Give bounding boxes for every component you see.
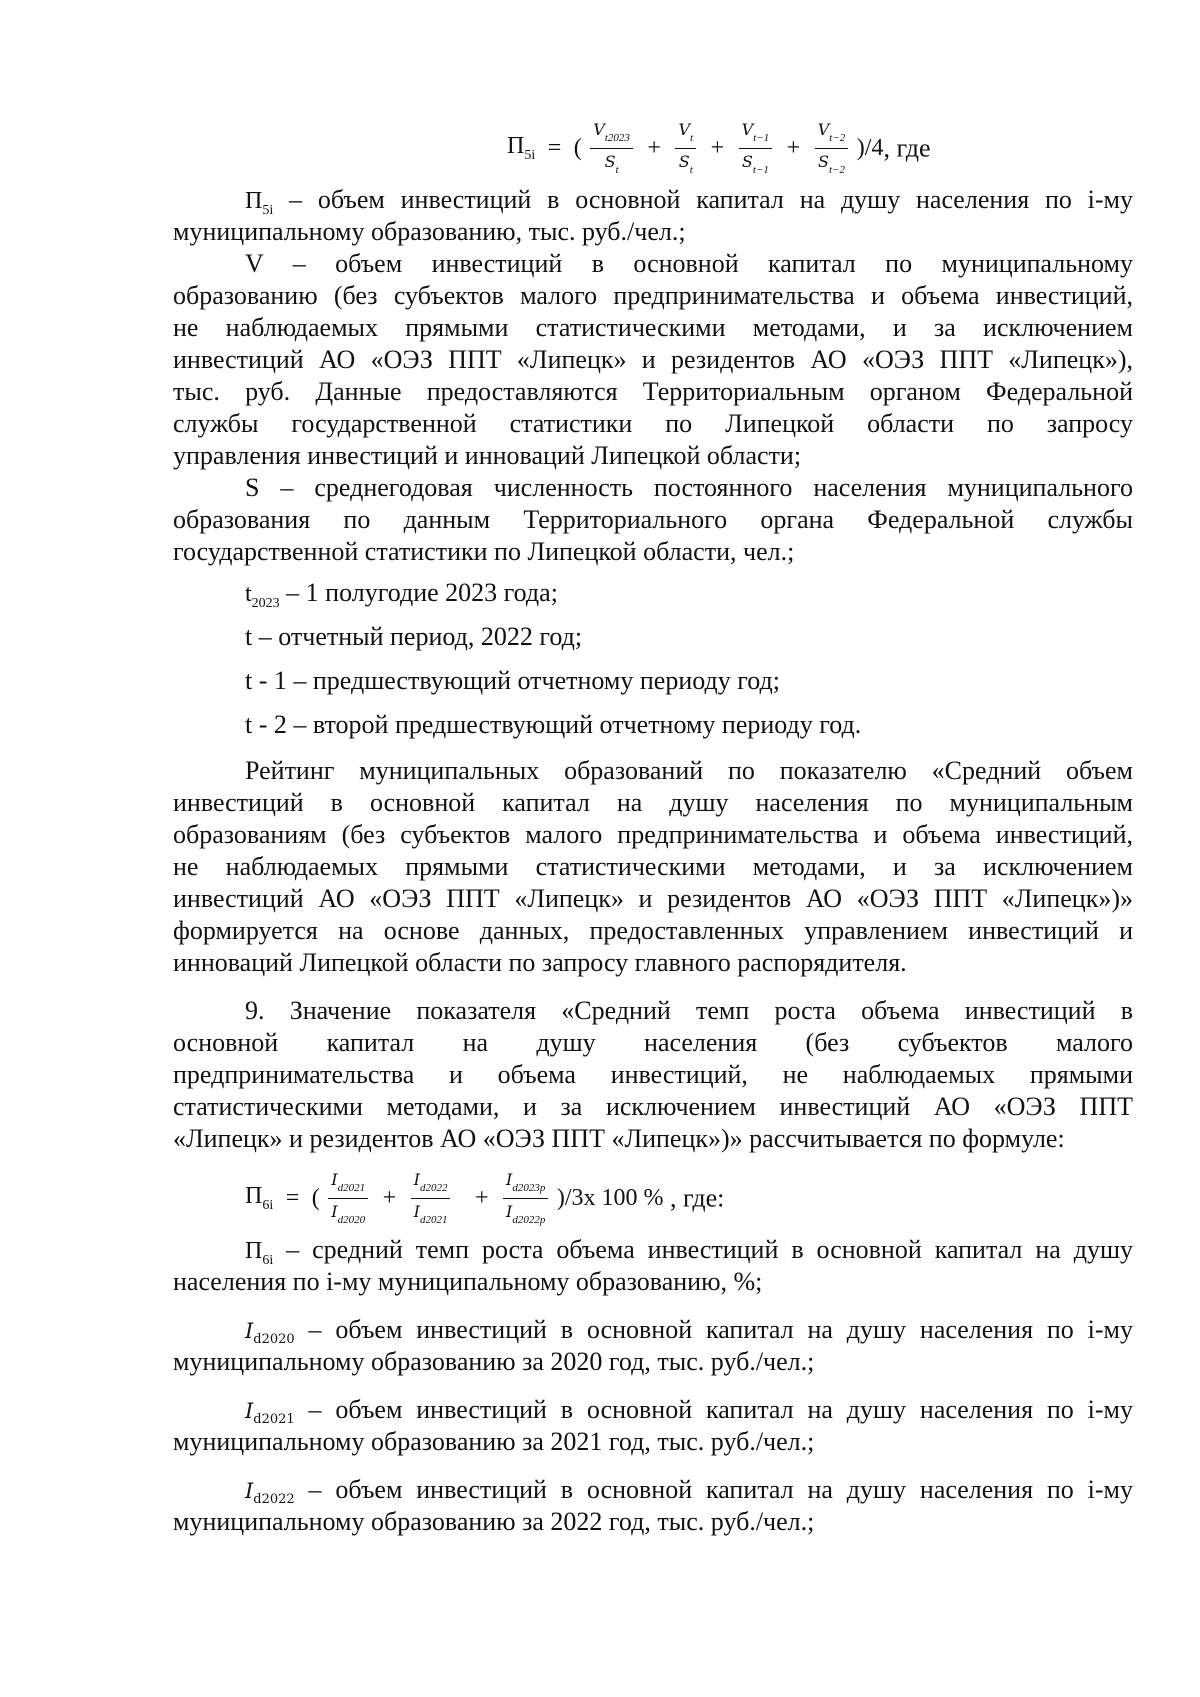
fraction-f3-den-sub: d2022p [512,1214,546,1227]
fraction-t4 [815,118,849,179]
def-v-line-1: V – объем инвестиций в основной капитал по муниципальному [245,249,1133,278]
formula-p6 [245,1168,724,1229]
fraction-f3-num: I [506,1170,513,1189]
def-id2021-text: – объем инвестиций в основной капитал на душу населения по i-му [294,1395,1133,1424]
def-p5-sub: 5i [262,202,274,218]
fraction-t1-num: V [593,120,605,139]
def-id2022-sub: d2022 [253,1492,295,1508]
fraction-t1-den-sub: t [615,164,619,177]
def-v-line-2: образованию (без субъектов малого предпринимательства и объема инвестиций, [173,281,1133,310]
fraction-t3 [739,118,773,179]
def-id2020-line-2: муниципальному образованию за 2020 год, тыс. руб./чел.; [173,1347,815,1376]
def-t2023-sub: 2023 [251,595,280,611]
formula-p6-lhs-sub: 6i [262,1198,274,1214]
plus-sign: + [786,135,801,162]
def-t2023-text: – 1 полугодие 2023 года; [279,578,558,607]
formula-p5-lhs [507,133,536,164]
fraction-t1 [590,118,633,179]
def-s-line-1: S – среднегодовая численность постоянного населения муниципального [245,473,1133,502]
def-v-line-4: инвестиций АО «ОЭЗ ППТ «Липецк» и резидентов АО «ОЭЗ ППТ «Липецк»), [173,345,1133,374]
rating-line-7: инноваций Липецкой области по запросу главного распорядителя. [173,948,907,977]
def-id2021-symbol: I [245,1399,254,1423]
fraction-t4-den: S [818,152,829,172]
fraction-f1 [328,1168,368,1229]
def-t-minus-2: t - 2 – второй предшествующий отчетному периоду год. [245,710,862,739]
item9-line-4: статистическими методами, и за исключением инвестиций АО «ОЭЗ ППТ [173,1092,1133,1121]
def-p6-text: – средний темп роста объема инвестиций в основной капитал на душу [273,1235,1133,1264]
open-paren: ( [573,135,582,162]
def-p5-text: – объем инвестиций в основной капитал на душу населения по i-му [273,185,1133,214]
plus-sign: + [382,1185,397,1212]
fraction-t2-num-sub: t [690,132,694,145]
fraction-f3 [503,1168,548,1229]
def-v-line-5: тыс. руб. Данные предоставляются Территориальным органом Федеральной [173,377,1133,406]
formula-p5-lhs-symbol: П [507,133,525,160]
def-id2022-line-2: муниципальному образованию за 2022 год, тыс. руб./чел.; [173,1507,815,1536]
def-v-line-3: не наблюдаемых прямыми статистическими методами, и за исключением [173,313,1133,342]
plus-sign: + [474,1185,489,1212]
fraction-f3-num-sub: d2023p [512,1182,546,1195]
def-t2023-symbol: t [245,581,252,607]
def-id2022-symbol: I [245,1479,254,1503]
def-p5-symbol: П [245,188,263,214]
fraction-f3-den: I [506,1202,513,1222]
fraction-t4-den-sub: t−2 [828,164,845,177]
rating-line-6: формируется на основе данных, предоставленных управлением инвестиций и [173,916,1133,945]
def-p6-symbol: П [245,1238,263,1264]
item9-line-1: 9. Значение показателя «Средний темп роста объема инвестиций в [245,996,1133,1025]
fraction-f1-den: I [331,1202,338,1222]
def-id2021-sub: d2021 [253,1412,295,1428]
fraction-f2 [411,1168,451,1229]
fraction-f2-den-sub: d2021 [419,1214,448,1227]
fraction-t4-num-sub: t−2 [829,132,846,145]
fraction-f1-den-sub: d2020 [337,1214,366,1227]
def-t2023 [245,577,1133,620]
rating-line-3: образованиям (без субъектов малого предпринимательства и объема инвестиций, [173,820,1133,849]
def-v-line-6: службы государственной статистики по Липецкой области по запросу [173,409,1133,438]
formula-p6-lhs [245,1183,274,1214]
formula-p6-lhs-symbol: П [245,1183,263,1210]
formula-p5-where: , где [883,133,931,163]
fraction-t1-den: S [604,152,616,172]
def-p5-line-2: муниципальному образованию, тыс. руб./чел.; [173,217,686,246]
rating-line-5: инвестиций АО «ОЭЗ ППТ «Липецк» и резидентов АО «ОЭЗ ППТ «Липецк»)» [173,884,1133,913]
rating-line-4: не наблюдаемых прямыми статистическими методами, и за исключением [173,852,1133,881]
def-p6-sub: 6i [262,1252,274,1268]
def-id2020-symbol: I [245,1319,254,1343]
def-s-line-2: образования по данным Территориального органа Федеральной службы [173,505,1133,534]
fraction-f2-num: I [413,1170,420,1189]
rating-line-2: инвестиций в основной капитал на душу населения по муниципальным [173,788,1133,817]
def-id2020-text: – объем инвестиций в основной капитал на душу населения по i-му [294,1315,1133,1344]
fraction-t3-den-sub: t−1 [752,164,769,177]
fraction-t2-den-sub: t [689,164,693,177]
def-s-line-3: государственной статистики по Липецкой области, чел.; [173,537,795,566]
equals-sign: = [547,135,562,162]
fraction-t2 [675,118,696,179]
def-v-line-7: управления инвестиций и инноваций Липецкой области; [173,441,802,470]
item9-line-3: предпринимательства и объема инвестиций, не наблюдаемых прямыми [173,1060,1133,1089]
formula-p6-multiplier: )/3x 100 % [556,1185,664,1212]
fraction-f2-den: I [413,1202,420,1222]
def-id2020-sub: d2020 [253,1332,295,1348]
item9-line-5: «Липецк» и резидентов АО «ОЭЗ ППТ «Липецк»)» рассчитывается по формуле: [173,1124,1065,1153]
fraction-t2-num: V [678,120,691,139]
fraction-f1-num-sub: d2021 [337,1182,366,1195]
fraction-f1-num: I [331,1170,338,1189]
item9-line-2: основной капитал на душу населения (без субъектов малого [173,1028,1133,1057]
plus-sign: + [647,135,661,162]
rating-line-1: Рейтинг муниципальных образований по показателю «Средний объем [245,756,1133,785]
def-id2022-text: – объем инвестиций в основной капитал на душу населения по i-му [294,1475,1133,1504]
def-t: t – отчетный период, 2022 год; [245,622,583,651]
fraction-t4-num: V [817,120,830,139]
plus-sign: + [710,135,725,162]
def-p6-line-2: населения по i-му муниципальному образованию, %; [173,1267,763,1296]
fraction-f2-num-sub: d2022 [419,1182,448,1195]
fraction-t2-den: S [678,152,690,172]
equals-sign: = [285,1185,300,1212]
def-t-minus-1: t - 1 – предшествующий отчетному периоду год; [245,666,780,695]
fraction-t3-num: V [741,120,754,139]
formula-p6-where: , где: [663,1183,725,1213]
fraction-t1-num-sub: t2023 [604,132,630,145]
formula-p5-lhs-sub: 5i [524,148,536,164]
formula-p5-divisor: )/4 [856,135,884,162]
formula-p5 [507,118,931,179]
fraction-t3-num-sub: t−1 [753,132,770,145]
fraction-t3-den: S [741,152,753,172]
def-id2021-line-2: муниципальному образованию за 2021 год, тыс. руб./чел.; [173,1427,815,1456]
open-paren: ( [311,1185,320,1212]
